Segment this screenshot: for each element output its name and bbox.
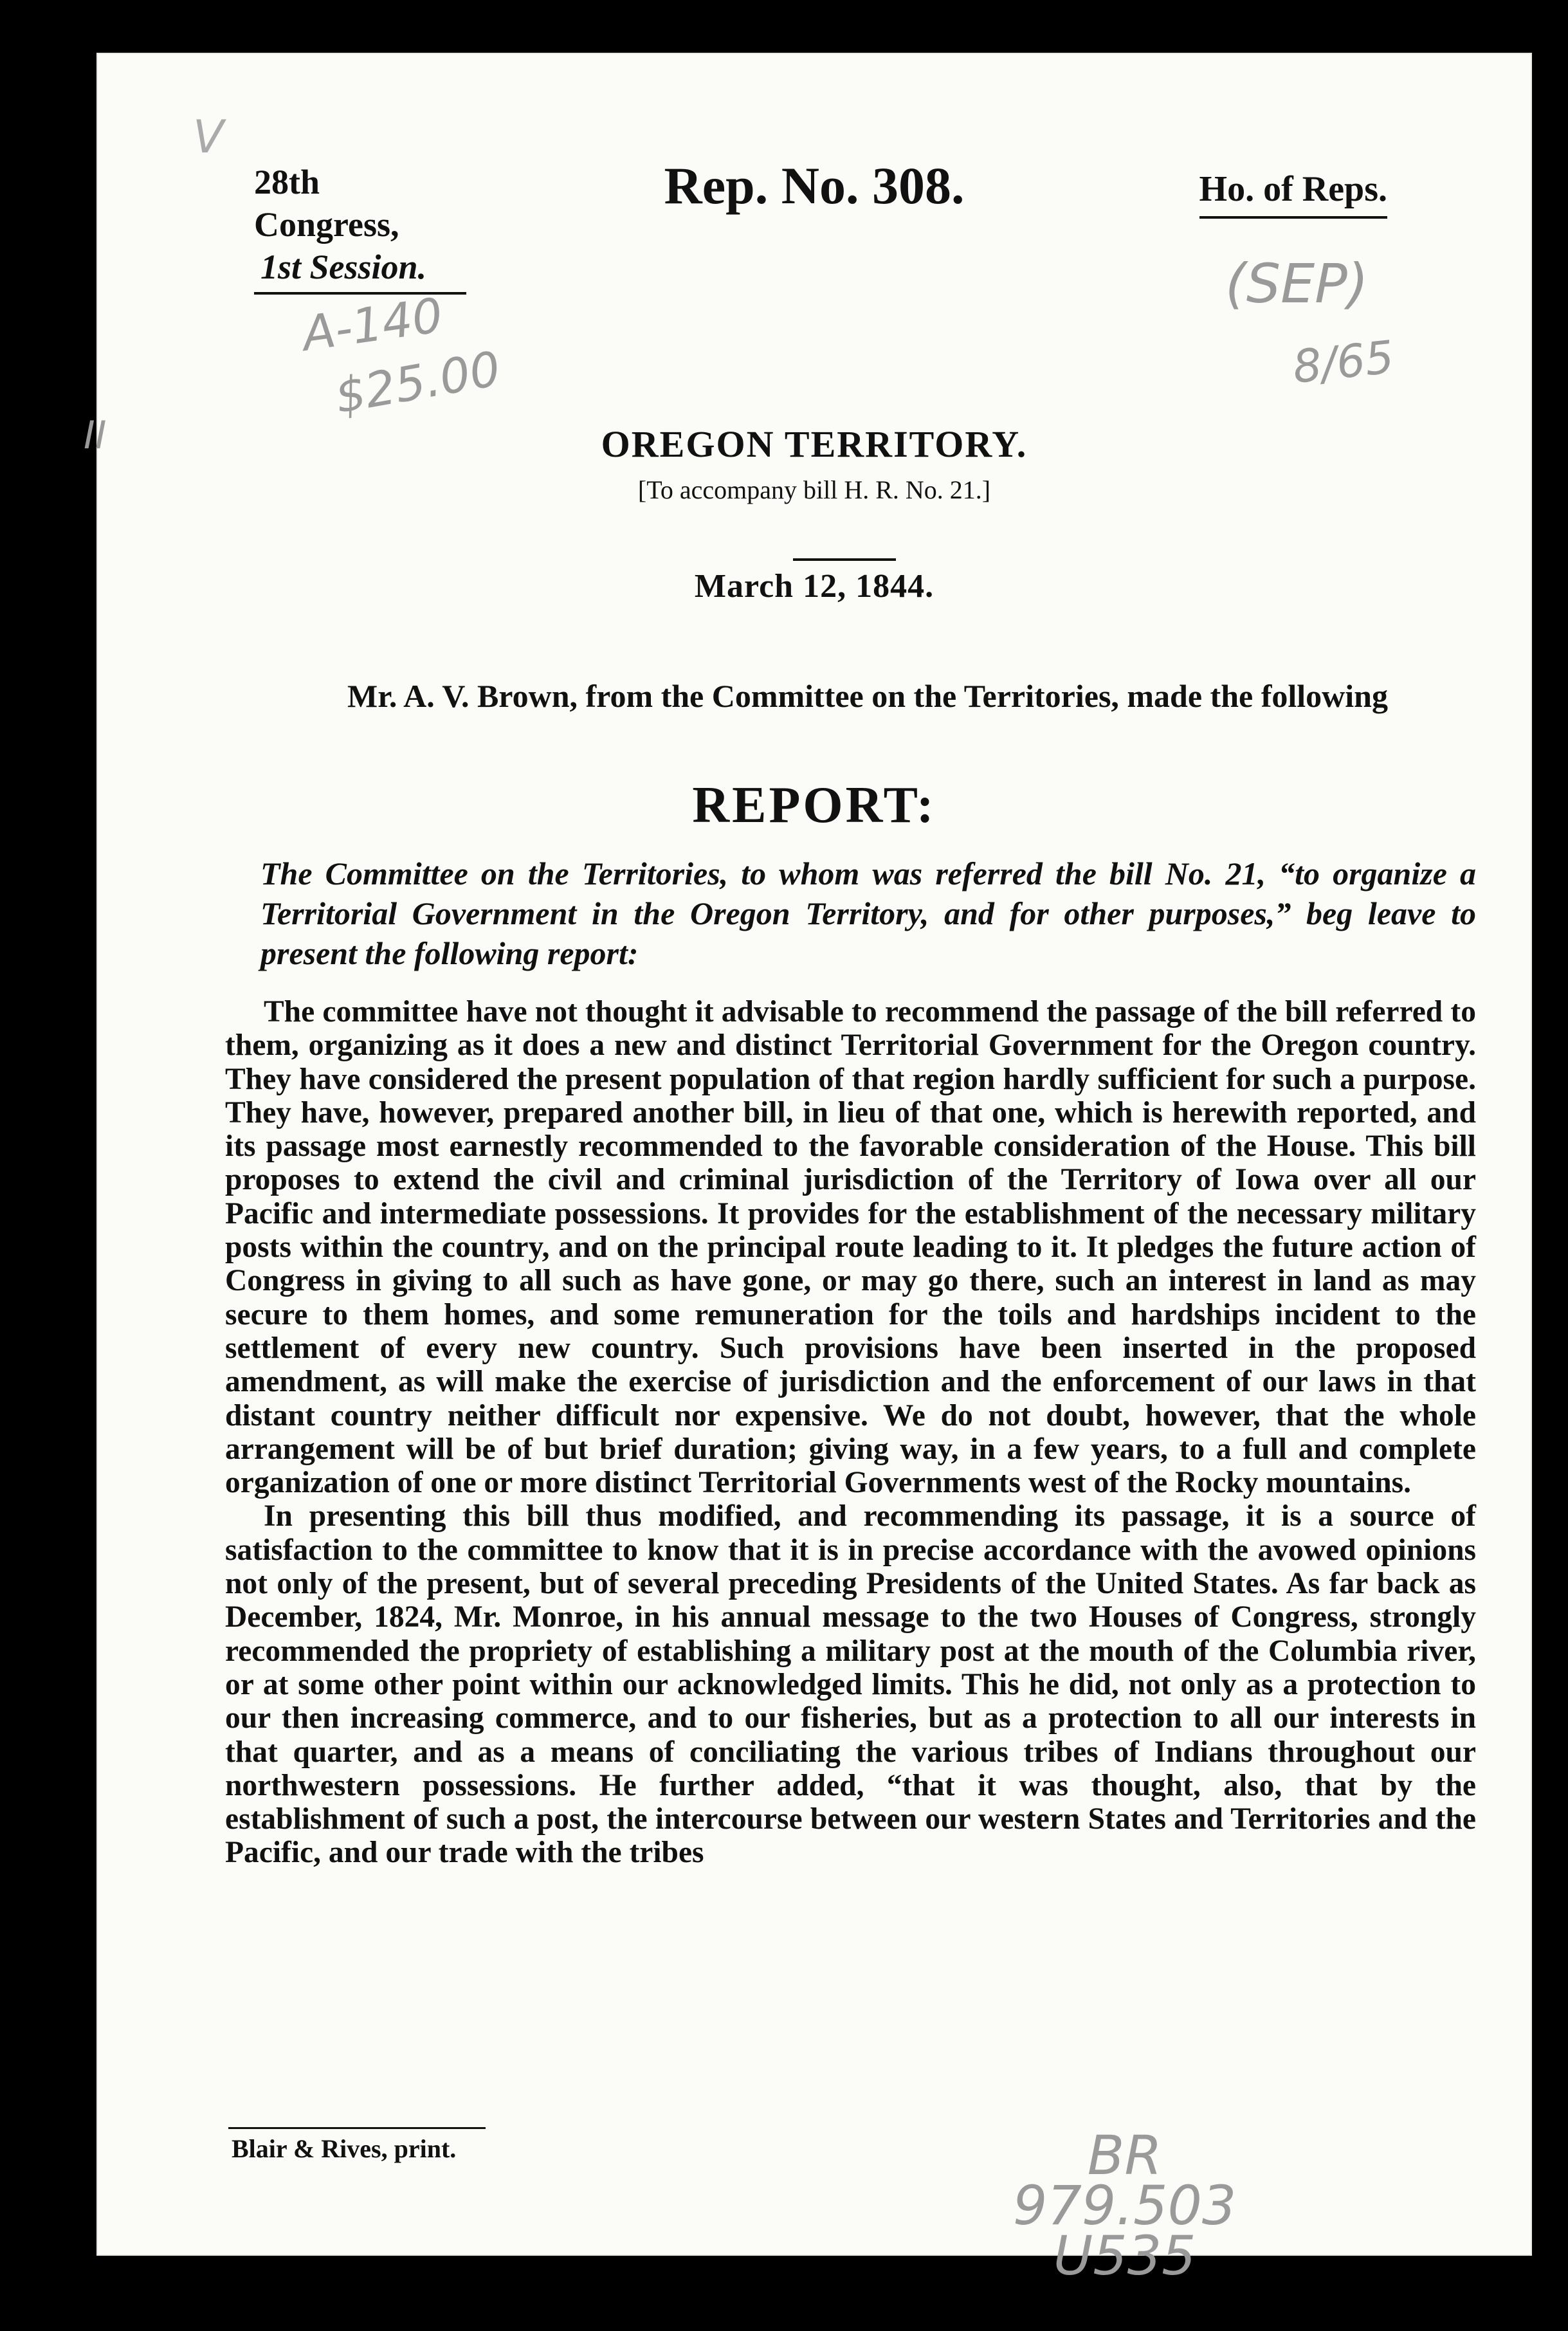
document-date: March 12, 1844.	[694, 568, 934, 605]
footer-rule	[228, 2127, 486, 2129]
session-label: 1st Session.	[260, 248, 427, 286]
report-heading: REPORT:	[692, 777, 936, 834]
call-number-line-3: U535	[1053, 2224, 1196, 2287]
body-paragraph-2: In presenting this bill thus modified, and recommending its passage, it is a source of satisfaction to the committee to know that it is in precise accordance with the avowed opinions not only of the present, but of several preceding Presidents of the United States. As far back as December, 1824, Mr. Monroe, in his annual message to the two Houses of Congress, strongly recommended the propriety of establishing a military post at the mouth of the Columbia river, or at some other point within our acknowledged limits. This he did, not only as a protection to our then increasing commerce, and to our fisheries, but as a protection to all our interests in that quarter, and as a means of conciliating the various tribes of Indians throughout our northwestern possessions. He further added, “that it was thought, also, that by the establishment of such a post, the intercourse between our western States and Territories and the Pacific, and our trade with the tribes	[225, 1499, 1476, 1870]
pencil-note-mark: II	[84, 413, 107, 458]
pencil-note-code: (SEP)	[1225, 252, 1369, 315]
congress-label: 28th Congress,	[254, 163, 399, 244]
intro-line: Mr. A. V. Brown, from the Committee on the Territories, made the following	[347, 678, 1388, 714]
call-number-note	[1013, 2124, 1237, 2287]
header-right-rule	[1199, 216, 1387, 219]
report-body	[225, 995, 1476, 1870]
body-paragraph-1: The committee have not thought it advisable to recommend the passage of the bill referred to them, organizing as it does a new and distinct Territorial Government for the Oregon country. They have considered the present population of that region hardly sufficient for such a purpose. They have, however, prepared another bill, in lieu of that one, which is herewith reported, and its passage most earnestly recommended to the favorable consideration of the House. This bill proposes to extend the civil and criminal jurisdiction of the Territory of Iowa over all our Pacific and intermediate possessions. It provides for the establishment of the necessary military posts within the country, and on the principal route leading to it. It pledges the future action of Congress in giving to all such as have gone, or may go there, such an interest in land as may secure to them homes, and some remuneration for the toils and hardships incident to the settlement of every new country. Such provisions have been inserted in the proposed amendment, as will make the exercise of jurisdiction and the enforcement of our laws in that distant country neither difficult nor expensive. We do not doubt, however, that the whole arrangement will be of but brief duration; giving way, in a few years, to a full and complete organization of one or more distinct Territorial Governments west of the Rocky mountains.	[225, 995, 1476, 1500]
pencil-note-date: 8/65	[1290, 331, 1397, 394]
pencil-note-price: $25.00	[331, 341, 505, 425]
printer-imprint: Blair & Rives, print.	[232, 2134, 457, 2163]
house-label: Ho. of Reps.	[1199, 169, 1387, 209]
date-rule	[793, 558, 896, 561]
pencil-note-catalog: A-140	[299, 288, 446, 362]
call-number-line-1: BR	[1087, 2124, 1162, 2187]
house-block	[1199, 169, 1387, 219]
document-subtitle: [To accompany bill H. R. No. 21.]	[637, 475, 991, 504]
pencil-note-tick: V	[193, 111, 224, 163]
report-number: Rep. No. 308.	[664, 156, 965, 215]
document-title: OREGON TERRITORY.	[601, 423, 1028, 465]
document-page	[84, 53, 1532, 2287]
call-number-line-2: 979.503	[1013, 2174, 1237, 2237]
preamble: The Committee on the Territories, to whom was referred the bill No. 21, “to organize a Territorial Government in the Oregon Territory, and for other purposes,” beg leave to present the following report:	[260, 855, 1476, 971]
